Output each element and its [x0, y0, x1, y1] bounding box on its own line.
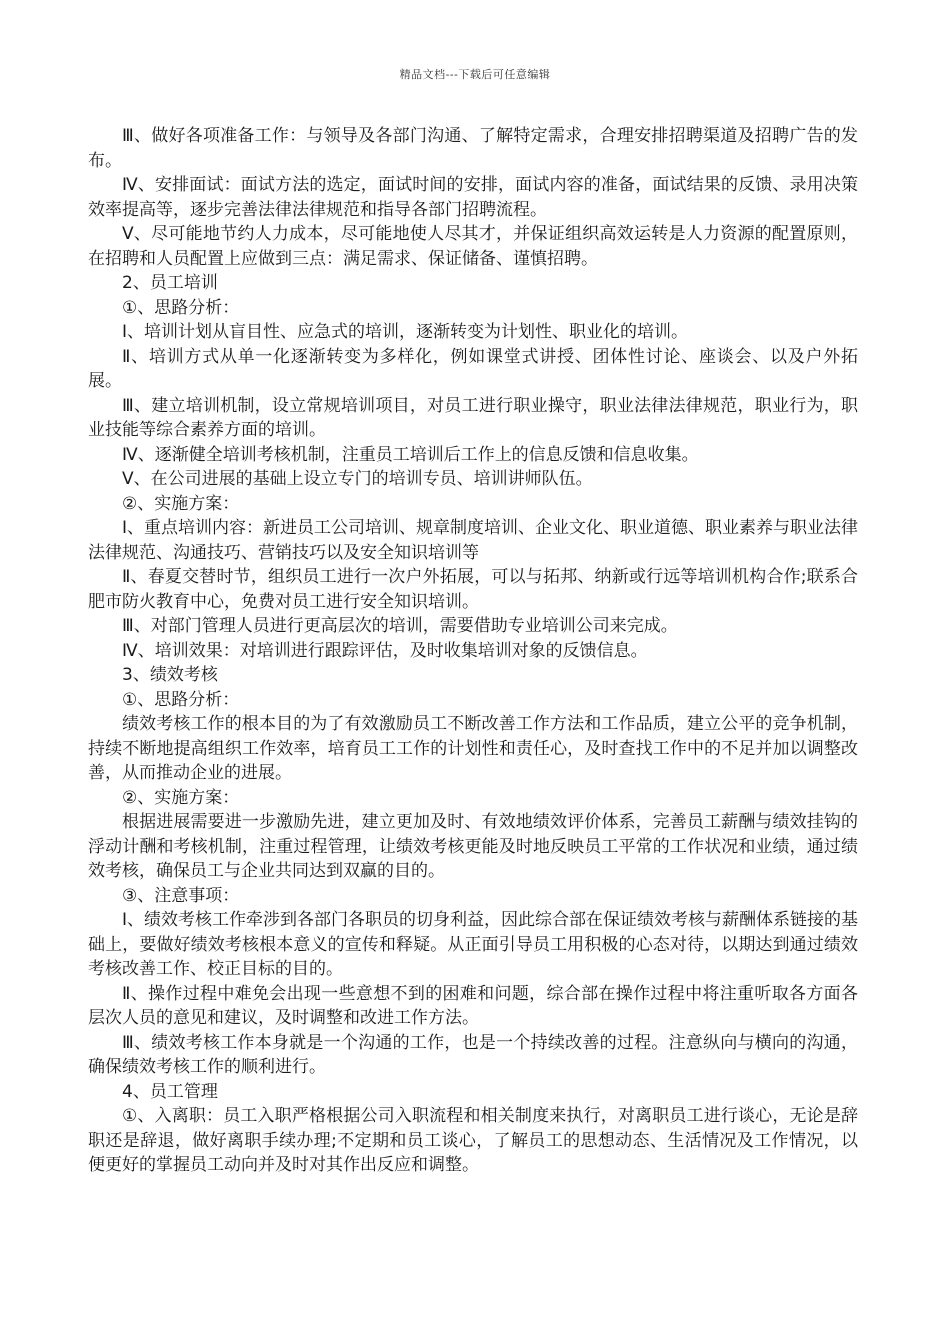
- paragraph: Ⅰ、重点培训内容：新进员工公司培训、规章制度培训、企业文化、职业道德、职业素养与职业法律法律规范、沟通技巧、营销技巧以及安全知识培训等: [88, 518, 859, 563]
- subsection-heading: ②、实施方案：: [122, 787, 240, 808]
- paragraph: Ⅲ、绩效考核工作本身就是一个沟通的工作，也是一个持续改善的过程。注意纵向与横向的沟通，确保绩效考核工作的顺利进行。: [88, 1032, 858, 1077]
- document-body: [88, 124, 858, 1178]
- paragraph: Ⅳ、培训效果：对培训进行跟踪评估，及时收集培训对象的反馈信息。: [122, 640, 648, 661]
- paragraph: Ⅳ、逐渐健全培训考核机制，注重员工培训后工作上的信息反馈和信息收集。: [122, 444, 699, 465]
- paragraph: Ⅲ、建立培训机制，设立常规培训项目，对员工进行职业操守，职业法律法律规范，职业行为，职业技能等综合素养方面的培训。: [88, 395, 858, 440]
- section-heading: 4、员工管理: [122, 1081, 218, 1102]
- paragraph: Ⅲ、做好各项准备工作：与领导及各部门沟通、了解特定需求，合理安排招聘渠道及招聘广告的发布。: [88, 126, 858, 171]
- paragraph: Ⅴ、在公司进展的基础上设立专门的培训专员、培训讲师队伍。: [122, 469, 593, 489]
- paragraph: 根据进展需要进一步激励先进，建立更加及时、有效地绩效评价体系，完善员工薪酬与绩效挂钩的浮动计酬和考核机制，注重过程管理，让绩效考核更能及时地反映员工平常的工作状况和业绩，通过绩效考核，确保员工与企业共同达到双赢的目的。: [88, 812, 858, 881]
- section-heading: 2、员工培训: [122, 273, 218, 293]
- paragraph: Ⅴ、尽可能地节约人力成本，尽可能地使人尽其才，并保证组织高效运转是人力资源的配置原则，在招聘和人员配置上应做到三点：满足需求、保证储备、谨慎招聘。: [88, 224, 858, 269]
- subsection-heading: ①、思路分析：: [122, 297, 240, 318]
- paragraph: Ⅱ、春夏交替时节，组织员工进行一次户外拓展，可以与拓邦、纳新或行远等培训机构合作;联系合肥市防火教育中心，免费对员工进行安全知识培训。: [88, 567, 858, 612]
- paragraph: Ⅱ、操作过程中难免会出现一些意想不到的困难和问题，综合部在操作过程中将注重听取各方面各层次人员的意见和建议，及时调整和改进工作方法。: [88, 983, 858, 1028]
- page-header: 精品文档---下载后可任意编辑: [399, 68, 551, 81]
- paragraph: Ⅰ、绩效考核工作牵涉到各部门各职员的切身利益，因此综合部在保证绩效考核与薪酬体系链接的基础上，要做好绩效考核根本意义的宣传和释疑。从正面引导员工用积极的心态对待，以期达到通过绩效考核改善工作、校正目标的目的。: [88, 910, 859, 979]
- subsection-heading: ③、注意事项：: [122, 885, 240, 906]
- paragraph: Ⅰ、培训计划从盲目性、应急式的培训，逐渐转变为计划性、职业化的培训。: [122, 322, 689, 342]
- paragraph: Ⅳ、安排面试：面试方法的选定，面试时间的安排，面试内容的准备，面试结果的反馈、录用决策效率提高等，逐步完善法律法律规范和指导各部门招聘流程。: [88, 175, 858, 220]
- subsection-heading: ①、思路分析：: [122, 689, 240, 710]
- section-heading: 3、绩效考核: [122, 665, 218, 685]
- paragraph: Ⅱ、培训方式从单一化逐渐转变为多样化，例如课堂式讲授、团体性讨论、座谈会、以及户外拓展。: [88, 346, 858, 391]
- subsection-heading: ②、实施方案：: [122, 493, 240, 514]
- paragraph: 绩效考核工作的根本目的为了有效激励员工不断改善工作方法和工作品质，建立公平的竞争机制，持续不断地提高组织工作效率，培育员工工作的计划性和责任心，及时查找工作中的不足并加以调整改善，从而推动企业的进展。: [88, 714, 858, 783]
- paragraph: Ⅲ、对部门管理人员进行更高层次的培训，需要借助专业培训公司来完成。: [122, 616, 678, 636]
- paragraph: ①、入离职：员工入职严格根据公司入职流程和相关制度来执行，对离职员工进行谈心，无论是辞职还是辞退，做好离职手续办理;不定期和员工谈心，了解员工的思想动态、生活情况及工作情况，以便更好的掌握员工动向并及时对其作出反应和调整。: [88, 1106, 858, 1175]
